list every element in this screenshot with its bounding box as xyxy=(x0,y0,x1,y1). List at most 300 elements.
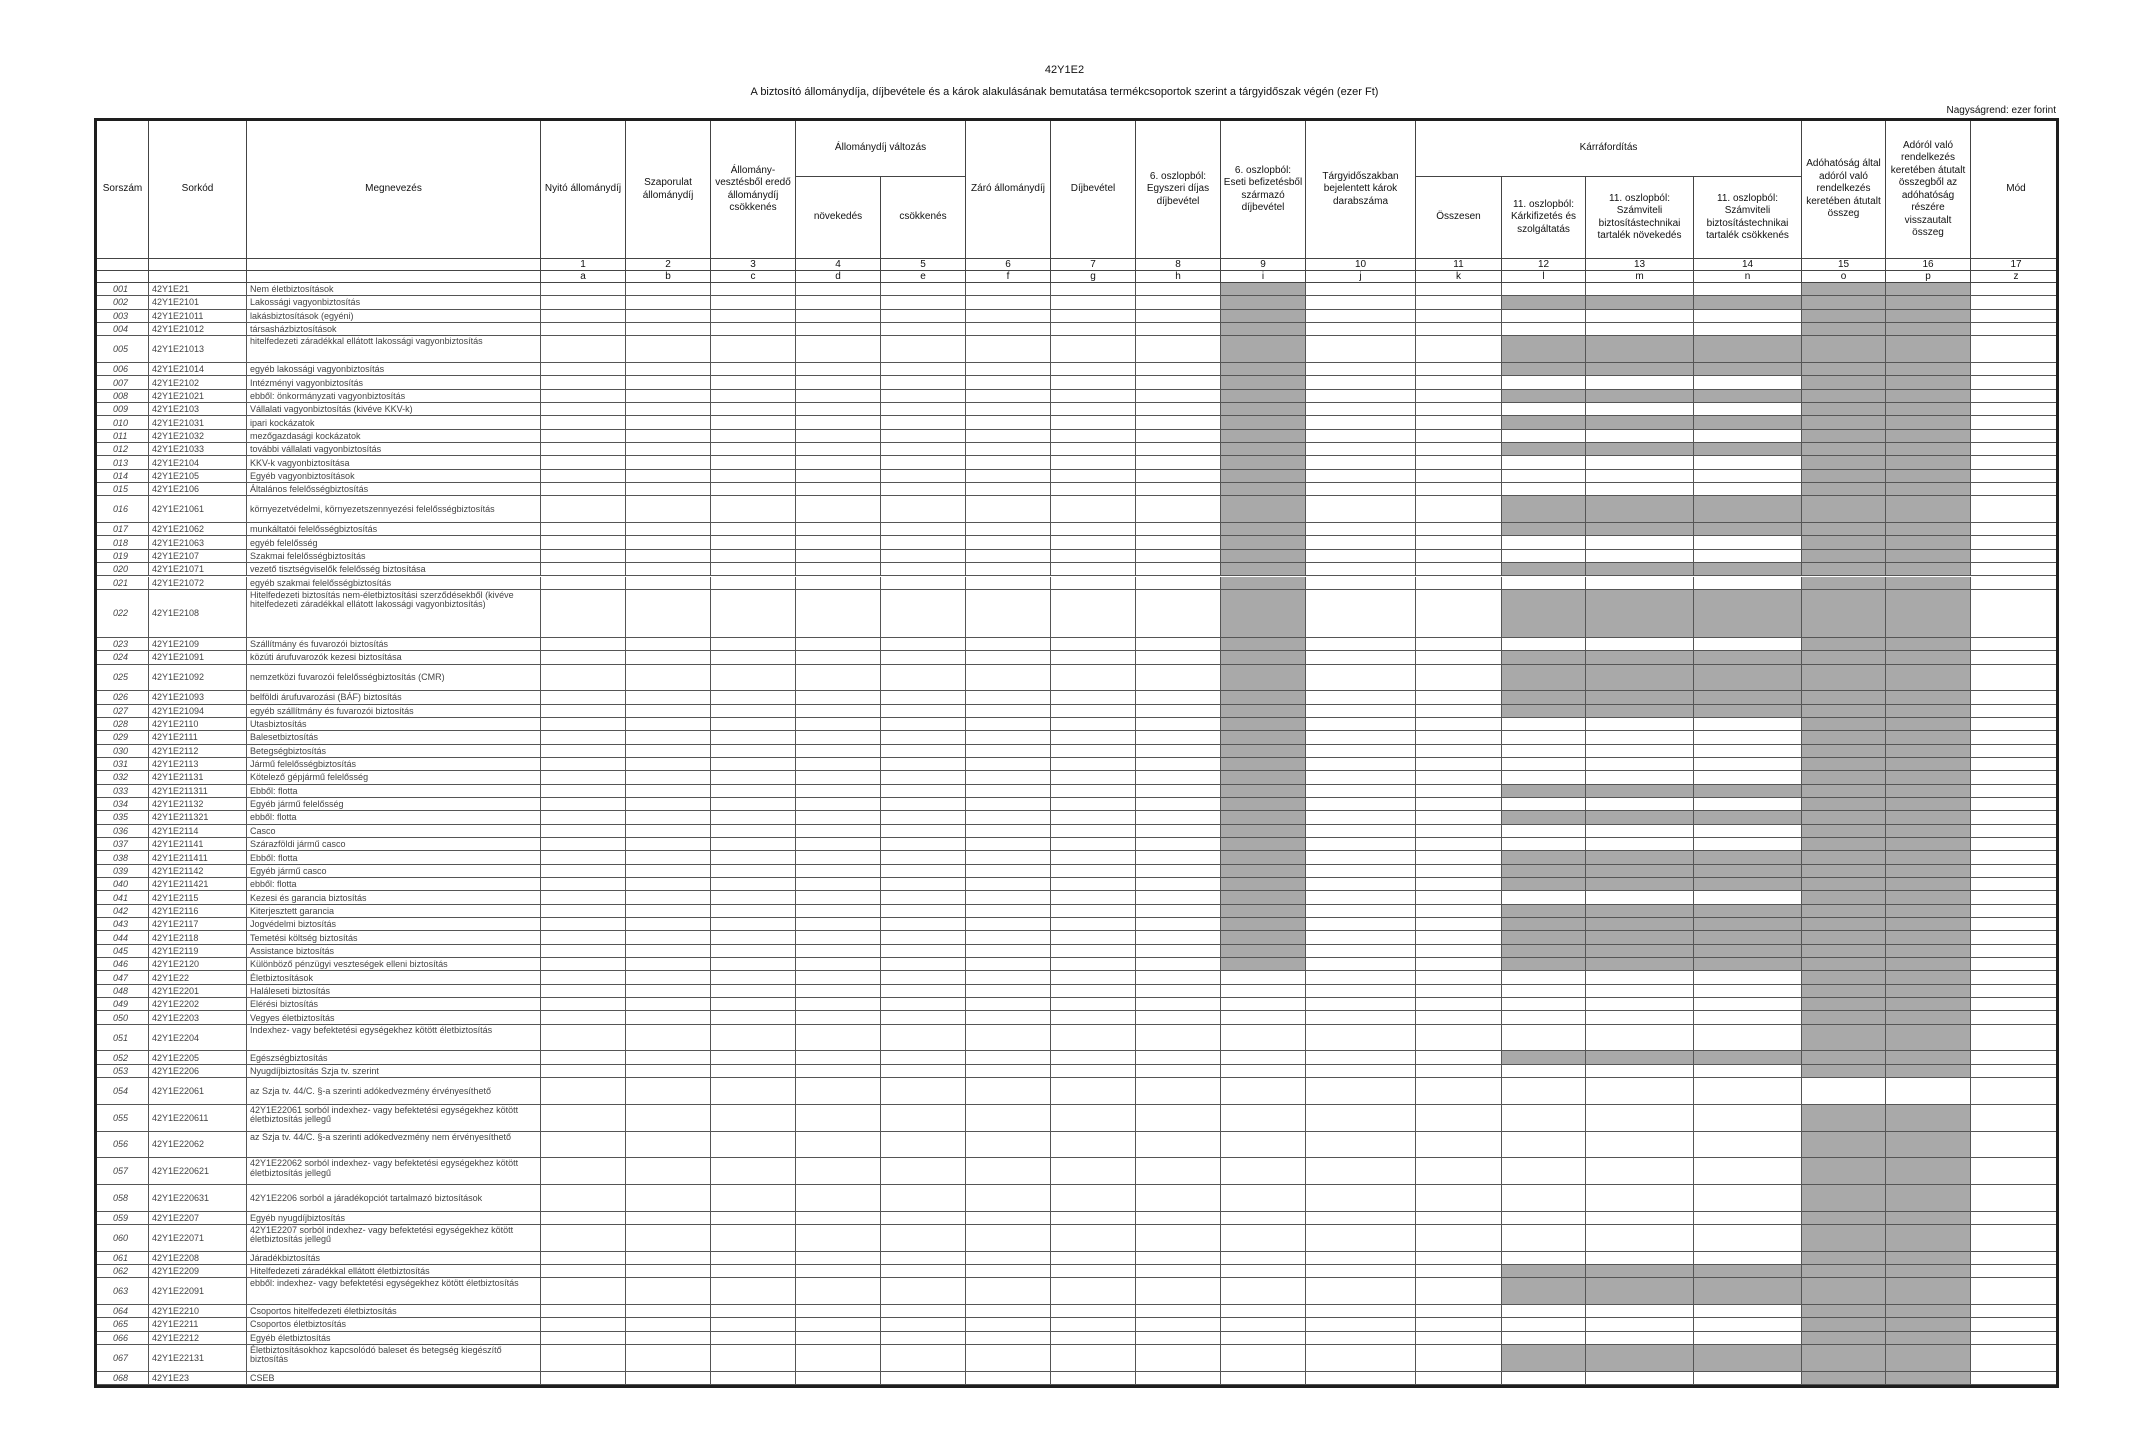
input-cell[interactable] xyxy=(966,838,1051,850)
input-cell[interactable] xyxy=(1306,1318,1416,1330)
input-cell[interactable] xyxy=(541,905,626,917)
input-cell[interactable] xyxy=(1221,1185,1306,1211)
input-cell[interactable] xyxy=(626,838,711,850)
input-cell[interactable] xyxy=(1694,1372,1802,1384)
input-cell[interactable] xyxy=(881,785,966,797)
input-cell[interactable] xyxy=(1051,323,1136,335)
input-cell[interactable] xyxy=(1971,563,2059,575)
input-cell[interactable] xyxy=(1502,1252,1586,1264)
input-cell[interactable] xyxy=(1971,865,2059,877)
input-cell[interactable] xyxy=(626,798,711,810)
input-cell[interactable] xyxy=(626,825,711,837)
input-cell[interactable] xyxy=(711,891,796,903)
input-cell[interactable] xyxy=(966,1078,1051,1104)
input-cell[interactable] xyxy=(541,323,626,335)
input-cell[interactable] xyxy=(1502,456,1586,468)
input-cell[interactable] xyxy=(1416,1025,1502,1051)
input-cell[interactable] xyxy=(1416,336,1502,362)
input-cell[interactable] xyxy=(1306,851,1416,863)
input-cell[interactable] xyxy=(1136,336,1221,362)
input-cell[interactable] xyxy=(711,1318,796,1330)
input-cell[interactable] xyxy=(966,470,1051,482)
input-cell[interactable] xyxy=(796,1212,881,1224)
input-cell[interactable] xyxy=(1694,1065,1802,1077)
input-cell[interactable] xyxy=(966,985,1051,997)
input-cell[interactable] xyxy=(796,1265,881,1277)
input-cell[interactable] xyxy=(1306,1252,1416,1264)
input-cell[interactable] xyxy=(966,1372,1051,1384)
input-cell[interactable] xyxy=(1051,878,1136,890)
input-cell[interactable] xyxy=(1416,456,1502,468)
input-cell[interactable] xyxy=(966,931,1051,943)
input-cell[interactable] xyxy=(1971,731,2059,743)
input-cell[interactable] xyxy=(796,483,881,495)
input-cell[interactable] xyxy=(1306,1265,1416,1277)
input-cell[interactable] xyxy=(1306,758,1416,770)
input-cell[interactable] xyxy=(1502,283,1586,295)
input-cell[interactable] xyxy=(881,496,966,522)
input-cell[interactable] xyxy=(1694,998,1802,1010)
input-cell[interactable] xyxy=(1306,718,1416,730)
input-cell[interactable] xyxy=(1416,865,1502,877)
input-cell[interactable] xyxy=(1416,785,1502,797)
input-cell[interactable] xyxy=(1694,731,1802,743)
input-cell[interactable] xyxy=(1136,416,1221,428)
input-cell[interactable] xyxy=(1971,891,2059,903)
input-cell[interactable] xyxy=(1221,1212,1306,1224)
input-cell[interactable] xyxy=(881,825,966,837)
input-cell[interactable] xyxy=(881,1278,966,1304)
input-cell[interactable] xyxy=(966,891,1051,903)
input-cell[interactable] xyxy=(796,443,881,455)
input-cell[interactable] xyxy=(966,283,1051,295)
input-cell[interactable] xyxy=(626,691,711,703)
input-cell[interactable] xyxy=(1306,825,1416,837)
input-cell[interactable] xyxy=(541,470,626,482)
input-cell[interactable] xyxy=(626,1345,711,1371)
input-cell[interactable] xyxy=(1502,1185,1586,1211)
input-cell[interactable] xyxy=(541,931,626,943)
input-cell[interactable] xyxy=(626,1278,711,1304)
input-cell[interactable] xyxy=(711,985,796,997)
input-cell[interactable] xyxy=(1306,456,1416,468)
input-cell[interactable] xyxy=(796,745,881,757)
input-cell[interactable] xyxy=(541,443,626,455)
input-cell[interactable] xyxy=(1416,931,1502,943)
input-cell[interactable] xyxy=(1416,798,1502,810)
input-cell[interactable] xyxy=(711,651,796,663)
input-cell[interactable] xyxy=(966,1278,1051,1304)
input-cell[interactable] xyxy=(1502,430,1586,442)
input-cell[interactable] xyxy=(796,536,881,548)
input-cell[interactable] xyxy=(1306,323,1416,335)
input-cell[interactable] xyxy=(1136,931,1221,943)
input-cell[interactable] xyxy=(1586,1332,1694,1344)
input-cell[interactable] xyxy=(1416,1225,1502,1251)
input-cell[interactable] xyxy=(626,971,711,983)
input-cell[interactable] xyxy=(881,1065,966,1077)
input-cell[interactable] xyxy=(1306,745,1416,757)
input-cell[interactable] xyxy=(796,456,881,468)
input-cell[interactable] xyxy=(1136,1158,1221,1184)
input-cell[interactable] xyxy=(1694,1332,1802,1344)
input-cell[interactable] xyxy=(1586,998,1694,1010)
input-cell[interactable] xyxy=(541,1105,626,1131)
input-cell[interactable] xyxy=(1306,705,1416,717)
input-cell[interactable] xyxy=(881,1305,966,1317)
input-cell[interactable] xyxy=(711,811,796,823)
input-cell[interactable] xyxy=(1416,1212,1502,1224)
input-cell[interactable] xyxy=(1694,1212,1802,1224)
input-cell[interactable] xyxy=(1502,1212,1586,1224)
input-cell[interactable] xyxy=(1502,1065,1586,1077)
input-cell[interactable] xyxy=(796,945,881,957)
input-cell[interactable] xyxy=(966,1265,1051,1277)
input-cell[interactable] xyxy=(626,336,711,362)
input-cell[interactable] xyxy=(1694,825,1802,837)
input-cell[interactable] xyxy=(1306,998,1416,1010)
input-cell[interactable] xyxy=(711,1332,796,1344)
input-cell[interactable] xyxy=(1971,376,2059,388)
input-cell[interactable] xyxy=(711,1132,796,1158)
input-cell[interactable] xyxy=(1051,1372,1136,1384)
input-cell[interactable] xyxy=(1971,1212,2059,1224)
input-cell[interactable] xyxy=(1051,798,1136,810)
input-cell[interactable] xyxy=(881,563,966,575)
input-cell[interactable] xyxy=(626,1318,711,1330)
input-cell[interactable] xyxy=(711,376,796,388)
input-cell[interactable] xyxy=(966,865,1051,877)
input-cell[interactable] xyxy=(626,1225,711,1251)
input-cell[interactable] xyxy=(1416,838,1502,850)
input-cell[interactable] xyxy=(1221,1225,1306,1251)
input-cell[interactable] xyxy=(1586,456,1694,468)
input-cell[interactable] xyxy=(1502,718,1586,730)
input-cell[interactable] xyxy=(711,905,796,917)
input-cell[interactable] xyxy=(711,443,796,455)
input-cell[interactable] xyxy=(626,958,711,970)
input-cell[interactable] xyxy=(796,523,881,535)
input-cell[interactable] xyxy=(541,825,626,837)
input-cell[interactable] xyxy=(1416,590,1502,637)
input-cell[interactable] xyxy=(541,758,626,770)
input-cell[interactable] xyxy=(1051,416,1136,428)
input-cell[interactable] xyxy=(1502,731,1586,743)
input-cell[interactable] xyxy=(711,536,796,548)
input-cell[interactable] xyxy=(1051,470,1136,482)
input-cell[interactable] xyxy=(1586,1305,1694,1317)
input-cell[interactable] xyxy=(1416,918,1502,930)
input-cell[interactable] xyxy=(1306,1212,1416,1224)
input-cell[interactable] xyxy=(1971,323,2059,335)
input-cell[interactable] xyxy=(541,865,626,877)
input-cell[interactable] xyxy=(541,1305,626,1317)
input-cell[interactable] xyxy=(796,985,881,997)
input-cell[interactable] xyxy=(626,390,711,402)
input-cell[interactable] xyxy=(1971,931,2059,943)
input-cell[interactable] xyxy=(1502,1078,1586,1104)
input-cell[interactable] xyxy=(1586,1225,1694,1251)
input-cell[interactable] xyxy=(626,1252,711,1264)
input-cell[interactable] xyxy=(881,665,966,691)
input-cell[interactable] xyxy=(1802,1078,1886,1104)
input-cell[interactable] xyxy=(541,310,626,322)
input-cell[interactable] xyxy=(1051,705,1136,717)
input-cell[interactable] xyxy=(1971,851,2059,863)
input-cell[interactable] xyxy=(1694,1105,1802,1131)
input-cell[interactable] xyxy=(796,878,881,890)
input-cell[interactable] xyxy=(541,1051,626,1063)
input-cell[interactable] xyxy=(1136,758,1221,770)
input-cell[interactable] xyxy=(626,918,711,930)
input-cell[interactable] xyxy=(1586,838,1694,850)
input-cell[interactable] xyxy=(711,998,796,1010)
input-cell[interactable] xyxy=(1306,310,1416,322)
input-cell[interactable] xyxy=(1051,590,1136,637)
input-cell[interactable] xyxy=(1694,376,1802,388)
input-cell[interactable] xyxy=(1051,536,1136,548)
input-cell[interactable] xyxy=(1694,718,1802,730)
input-cell[interactable] xyxy=(541,891,626,903)
input-cell[interactable] xyxy=(966,771,1051,783)
input-cell[interactable] xyxy=(881,945,966,957)
input-cell[interactable] xyxy=(541,456,626,468)
input-cell[interactable] xyxy=(711,1011,796,1023)
input-cell[interactable] xyxy=(711,1158,796,1184)
input-cell[interactable] xyxy=(881,1212,966,1224)
input-cell[interactable] xyxy=(966,403,1051,415)
input-cell[interactable] xyxy=(1306,1011,1416,1023)
input-cell[interactable] xyxy=(796,1185,881,1211)
input-cell[interactable] xyxy=(1971,403,2059,415)
input-cell[interactable] xyxy=(1306,443,1416,455)
input-cell[interactable] xyxy=(1051,1265,1136,1277)
input-cell[interactable] xyxy=(1306,785,1416,797)
input-cell[interactable] xyxy=(1586,470,1694,482)
input-cell[interactable] xyxy=(796,865,881,877)
input-cell[interactable] xyxy=(796,1252,881,1264)
input-cell[interactable] xyxy=(1051,1305,1136,1317)
input-cell[interactable] xyxy=(1694,1318,1802,1330)
input-cell[interactable] xyxy=(711,1025,796,1051)
input-cell[interactable] xyxy=(1306,1051,1416,1063)
input-cell[interactable] xyxy=(796,665,881,691)
input-cell[interactable] xyxy=(1416,731,1502,743)
input-cell[interactable] xyxy=(1971,1158,2059,1184)
input-cell[interactable] xyxy=(1971,430,2059,442)
input-cell[interactable] xyxy=(541,577,626,589)
input-cell[interactable] xyxy=(711,363,796,375)
input-cell[interactable] xyxy=(1971,577,2059,589)
input-cell[interactable] xyxy=(1136,1051,1221,1063)
input-cell[interactable] xyxy=(881,1265,966,1277)
input-cell[interactable] xyxy=(1694,758,1802,770)
input-cell[interactable] xyxy=(1586,771,1694,783)
input-cell[interactable] xyxy=(1136,1025,1221,1051)
input-cell[interactable] xyxy=(1221,1305,1306,1317)
input-cell[interactable] xyxy=(881,483,966,495)
input-cell[interactable] xyxy=(796,496,881,522)
input-cell[interactable] xyxy=(1416,1278,1502,1304)
input-cell[interactable] xyxy=(796,1225,881,1251)
input-cell[interactable] xyxy=(1306,403,1416,415)
input-cell[interactable] xyxy=(1306,470,1416,482)
input-cell[interactable] xyxy=(541,590,626,637)
input-cell[interactable] xyxy=(1306,771,1416,783)
input-cell[interactable] xyxy=(1416,363,1502,375)
input-cell[interactable] xyxy=(1694,470,1802,482)
input-cell[interactable] xyxy=(1971,536,2059,548)
input-cell[interactable] xyxy=(796,971,881,983)
input-cell[interactable] xyxy=(796,416,881,428)
input-cell[interactable] xyxy=(711,838,796,850)
input-cell[interactable] xyxy=(966,363,1051,375)
input-cell[interactable] xyxy=(1051,456,1136,468)
input-cell[interactable] xyxy=(541,998,626,1010)
input-cell[interactable] xyxy=(711,638,796,650)
input-cell[interactable] xyxy=(626,998,711,1010)
input-cell[interactable] xyxy=(1416,1078,1502,1104)
input-cell[interactable] xyxy=(711,958,796,970)
input-cell[interactable] xyxy=(1971,1252,2059,1264)
input-cell[interactable] xyxy=(1971,523,2059,535)
input-cell[interactable] xyxy=(711,1345,796,1371)
input-cell[interactable] xyxy=(1136,918,1221,930)
input-cell[interactable] xyxy=(881,745,966,757)
input-cell[interactable] xyxy=(1051,577,1136,589)
input-cell[interactable] xyxy=(541,811,626,823)
input-cell[interactable] xyxy=(711,771,796,783)
input-cell[interactable] xyxy=(1971,1011,2059,1023)
input-cell[interactable] xyxy=(796,691,881,703)
input-cell[interactable] xyxy=(881,691,966,703)
input-cell[interactable] xyxy=(1136,785,1221,797)
input-cell[interactable] xyxy=(626,665,711,691)
input-cell[interactable] xyxy=(1502,1318,1586,1330)
input-cell[interactable] xyxy=(796,1051,881,1063)
input-cell[interactable] xyxy=(881,958,966,970)
input-cell[interactable] xyxy=(966,825,1051,837)
input-cell[interactable] xyxy=(1136,310,1221,322)
input-cell[interactable] xyxy=(1051,376,1136,388)
input-cell[interactable] xyxy=(1051,745,1136,757)
input-cell[interactable] xyxy=(1694,403,1802,415)
input-cell[interactable] xyxy=(1136,1265,1221,1277)
input-cell[interactable] xyxy=(1416,998,1502,1010)
input-cell[interactable] xyxy=(626,1158,711,1184)
input-cell[interactable] xyxy=(966,758,1051,770)
input-cell[interactable] xyxy=(711,1078,796,1104)
input-cell[interactable] xyxy=(796,296,881,308)
input-cell[interactable] xyxy=(966,1225,1051,1251)
input-cell[interactable] xyxy=(1306,1132,1416,1158)
input-cell[interactable] xyxy=(711,718,796,730)
input-cell[interactable] xyxy=(1971,705,2059,717)
input-cell[interactable] xyxy=(1051,971,1136,983)
input-cell[interactable] xyxy=(626,1025,711,1051)
input-cell[interactable] xyxy=(796,1025,881,1051)
input-cell[interactable] xyxy=(541,1252,626,1264)
input-cell[interactable] xyxy=(1971,336,2059,362)
input-cell[interactable] xyxy=(1136,865,1221,877)
input-cell[interactable] xyxy=(881,1158,966,1184)
input-cell[interactable] xyxy=(966,1025,1051,1051)
input-cell[interactable] xyxy=(1502,638,1586,650)
input-cell[interactable] xyxy=(1136,1225,1221,1251)
input-cell[interactable] xyxy=(711,1372,796,1384)
input-cell[interactable] xyxy=(711,550,796,562)
input-cell[interactable] xyxy=(966,483,1051,495)
input-cell[interactable] xyxy=(966,705,1051,717)
input-cell[interactable] xyxy=(796,785,881,797)
input-cell[interactable] xyxy=(881,363,966,375)
input-cell[interactable] xyxy=(1416,496,1502,522)
input-cell[interactable] xyxy=(1971,758,2059,770)
input-cell[interactable] xyxy=(1416,985,1502,997)
input-cell[interactable] xyxy=(796,577,881,589)
input-cell[interactable] xyxy=(626,771,711,783)
input-cell[interactable] xyxy=(966,665,1051,691)
input-cell[interactable] xyxy=(1886,1078,1971,1104)
input-cell[interactable] xyxy=(1416,1252,1502,1264)
input-cell[interactable] xyxy=(1051,363,1136,375)
input-cell[interactable] xyxy=(1051,1051,1136,1063)
input-cell[interactable] xyxy=(1971,470,2059,482)
input-cell[interactable] xyxy=(626,536,711,548)
input-cell[interactable] xyxy=(966,998,1051,1010)
input-cell[interactable] xyxy=(881,1132,966,1158)
input-cell[interactable] xyxy=(1306,945,1416,957)
input-cell[interactable] xyxy=(1694,577,1802,589)
input-cell[interactable] xyxy=(1051,1158,1136,1184)
input-cell[interactable] xyxy=(796,905,881,917)
input-cell[interactable] xyxy=(1694,745,1802,757)
input-cell[interactable] xyxy=(711,456,796,468)
input-cell[interactable] xyxy=(796,798,881,810)
input-cell[interactable] xyxy=(1306,691,1416,703)
input-cell[interactable] xyxy=(711,825,796,837)
input-cell[interactable] xyxy=(881,443,966,455)
input-cell[interactable] xyxy=(711,430,796,442)
input-cell[interactable] xyxy=(1306,1025,1416,1051)
input-cell[interactable] xyxy=(1586,536,1694,548)
input-cell[interactable] xyxy=(1971,283,2059,295)
input-cell[interactable] xyxy=(1502,798,1586,810)
input-cell[interactable] xyxy=(1136,1065,1221,1077)
input-cell[interactable] xyxy=(1586,745,1694,757)
input-cell[interactable] xyxy=(1051,771,1136,783)
input-cell[interactable] xyxy=(796,563,881,575)
input-cell[interactable] xyxy=(1221,1078,1306,1104)
input-cell[interactable] xyxy=(711,1212,796,1224)
input-cell[interactable] xyxy=(1502,1158,1586,1184)
input-cell[interactable] xyxy=(541,563,626,575)
input-cell[interactable] xyxy=(541,430,626,442)
input-cell[interactable] xyxy=(796,470,881,482)
input-cell[interactable] xyxy=(626,731,711,743)
input-cell[interactable] xyxy=(1586,1132,1694,1158)
input-cell[interactable] xyxy=(1694,638,1802,650)
input-cell[interactable] xyxy=(966,1185,1051,1211)
input-cell[interactable] xyxy=(881,1225,966,1251)
input-cell[interactable] xyxy=(1051,638,1136,650)
input-cell[interactable] xyxy=(1136,430,1221,442)
input-cell[interactable] xyxy=(1051,483,1136,495)
input-cell[interactable] xyxy=(1051,563,1136,575)
input-cell[interactable] xyxy=(796,731,881,743)
input-cell[interactable] xyxy=(1306,590,1416,637)
input-cell[interactable] xyxy=(711,1305,796,1317)
